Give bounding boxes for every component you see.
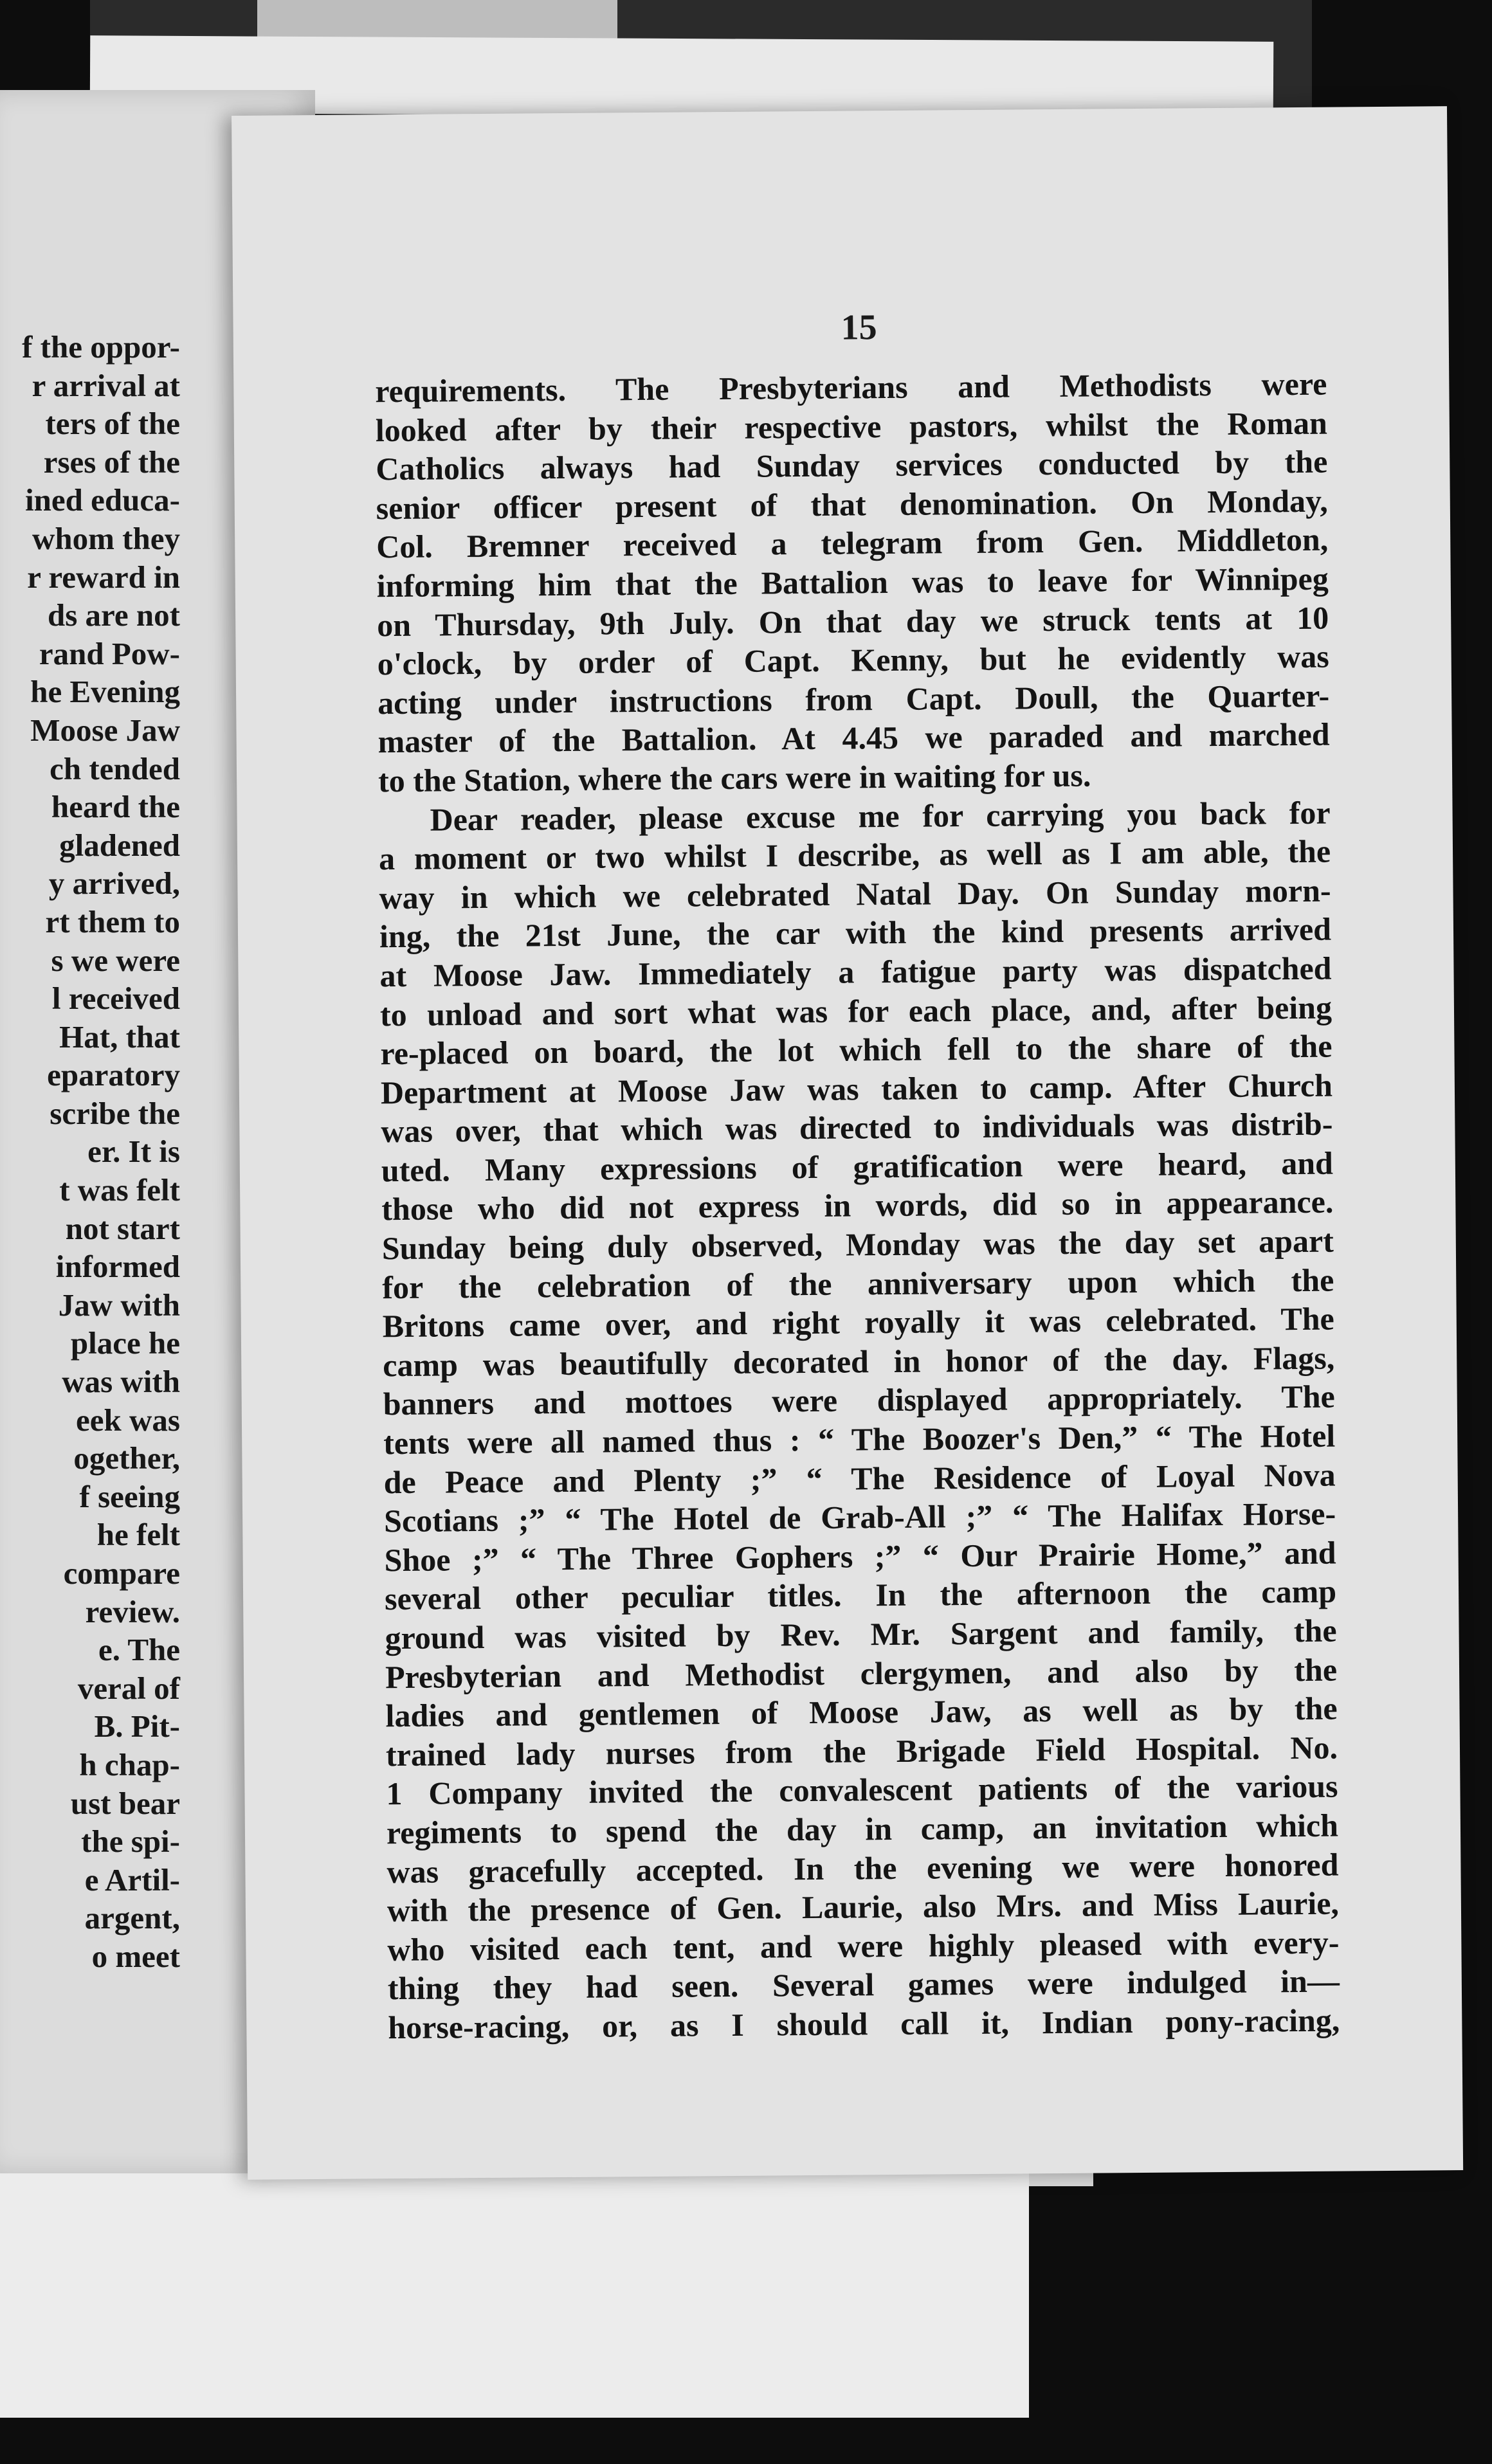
previous-page-line: was with [62,1364,180,1400]
text-line: Col. Bremner received a telegram from Gen. Middleton, [376,521,1329,565]
previous-page-line: heard the [51,789,180,825]
previous-page-line: r arrival at [32,367,180,403]
top-pale-strip [257,0,617,39]
previous-page-line: er. It is [87,1134,180,1170]
previous-page-text [0,328,180,1976]
text-line: who visited each tent, and were highly pleased with every- [387,1924,1340,1968]
previous-page-line: e. The [98,1632,180,1668]
text-line: those who did not express in words, did so in appearance. [381,1184,1334,1227]
text-line: horse-racing, or, as I should call it, Indian pony-racing, [388,2002,1340,2046]
text-line: to the Station, where the cars were in waiting for us. [378,757,1091,799]
text-line: Shoe ;” “ The Three Gophers ;” “ Our Prairie Home,” and [384,1534,1336,1579]
previous-page-line: ters of the [45,406,180,442]
text-line: was gracefully accepted. In the evening we were honored [387,1846,1339,1890]
previous-page-line: o meet [91,1938,180,1974]
previous-page-line: B. Pit- [94,1708,180,1744]
text-line: at Moose Jaw. Immediately a fatigue party was dispatched [379,950,1332,994]
previous-page-line: Hat, that [59,1019,180,1055]
text-line: senior officer present of that denomination. On Monday, [376,482,1328,527]
previous-page-line: he Evening [30,674,180,710]
text-line: ladies and gentlemen of Moose Jaw, as well as by the [385,1690,1338,1734]
previous-page-line: rt them to [45,903,180,939]
text-line: re-placed on board, the lot which fell to the share of the [380,1028,1333,1072]
previous-page-line: ined educa- [25,482,180,518]
bottom-margin-paper [0,2173,1029,2418]
previous-page-line: ogether, [73,1440,180,1476]
text-line: to unload and sort what was for each place, and, after being [379,989,1333,1033]
previous-page-line: the spi- [81,1824,180,1860]
previous-page-line: gladened [59,827,180,863]
previous-page-line: whom they [32,520,180,556]
previous-page-line: Jaw with [58,1287,180,1323]
text-line: informing him that the Battalion was to leave for Winnipeg [376,560,1329,604]
text-line: master of the Battalion. At 4.45 we paraded and marched [378,716,1330,760]
text-line: on Thursday, 9th July. On that day we struck tents at 10 [377,599,1329,643]
text-line: thing they had seen. Several games were indulged in— [387,1962,1340,2007]
text-line: Presbyterian and Methodist clergymen, and also by the [385,1651,1338,1695]
text-line: tents were all named thus : “ The Boozer's Den,” “ The Hotel [383,1417,1336,1462]
text-line: requirements. The Presbyterians and Methodists were [375,365,1327,410]
text-line: Dear reader, please excuse me for carrying you back for [430,794,1331,838]
previous-page-line: y arrived, [48,865,180,901]
text-line: regiments to spend the day in camp, an invitation which [386,1807,1339,1851]
text-line: was over, that which was directed to individuals was distrib- [381,1105,1333,1150]
previous-page-line: eek was [76,1402,180,1438]
text-line: ing, the 21st June, the car with the kind presents arrived [379,910,1332,955]
text-line: banners and mottoes were displayed appropriately. The [383,1379,1335,1422]
previous-page-line: f seeing [79,1478,180,1514]
text-line: a moment or two whilst I describe, as well as I am able, the [378,833,1331,877]
previous-page-line: veral of [77,1670,180,1706]
text-line: uted. Many expressions of gratification were heard, and [381,1145,1334,1189]
previous-page-line: rses of the [43,444,180,480]
text-line: for the celebration of the anniversary upon which the [382,1262,1334,1305]
previous-page-line: l received [51,981,180,1017]
previous-page-line: place he [70,1325,180,1361]
text-line: o'clock, by order of Capt. Kenny, but he evidently was [377,638,1329,682]
previous-page-line: review. [85,1593,180,1629]
previous-page-line: he felt [96,1517,180,1553]
previous-page-line: scribe the [50,1095,180,1131]
previous-page-line: ds are not [47,597,180,633]
previous-page-line: ch tended [50,750,180,786]
text-line: Catholics always had Sunday services conducted by the [376,443,1328,487]
previous-page-line: ust bear [70,1785,180,1821]
text-line: ground was visited by Rev. Mr. Sargent and family, the [385,1612,1337,1656]
text-line: Sunday being duly observed, Monday was the day set apart [381,1222,1334,1267]
previous-page-line: rand Pow- [39,635,180,671]
text-line: with the presence of Gen. Laurie, also Mrs. and Miss Laurie, [387,1885,1340,1929]
text-line: camp was beautifully decorated in honor of the day. Flags, [383,1339,1335,1384]
previous-page-line: t was felt [59,1172,180,1208]
text-line: acting under instructions from Capt. Doull, the Quarter- [377,677,1330,721]
previous-page-line: argent, [84,1900,180,1936]
text-line: Scotians ;” “ The Hotel de Grab-All ;” “ The Halifax Horse- [383,1495,1336,1539]
text-line: de Peace and Plenty ;” “ The Residence of Loyal Nova [383,1456,1336,1500]
text-line: way in which we celebrated Natal Day. On Sunday morn- [379,872,1331,916]
previous-page-line: informed [55,1249,180,1285]
previous-page-line: r reward in [27,559,180,595]
text-line: several other peculiar titles. In the afternoon the camp [384,1573,1337,1617]
text-line: 1 Company invited the convalescent patients of the various [386,1768,1338,1812]
page-body-text [375,365,1340,2047]
previous-page-line: eparatory [47,1057,180,1093]
text-line: looked after by their respective pastors, whilst the Roman [375,404,1328,448]
previous-page-line: e Artil- [84,1862,180,1898]
previous-page-line: Moose Jaw [30,712,180,748]
previous-page-line: f the oppor- [22,329,180,365]
page-number: 15 [841,307,877,348]
text-line: trained lady nurses from the Brigade Field Hospital. No. [385,1729,1338,1773]
text-line: Britons came over, and right royally it was celebrated. The [382,1300,1334,1345]
previous-page-line: not start [65,1210,180,1246]
current-page [232,106,1463,2180]
previous-page-line: compare [63,1555,180,1591]
previous-page-line: s we were [51,942,180,978]
previous-page-line: h chap- [79,1746,180,1782]
text-line: Department at Moose Jaw was taken to camp. After Church [380,1067,1333,1110]
